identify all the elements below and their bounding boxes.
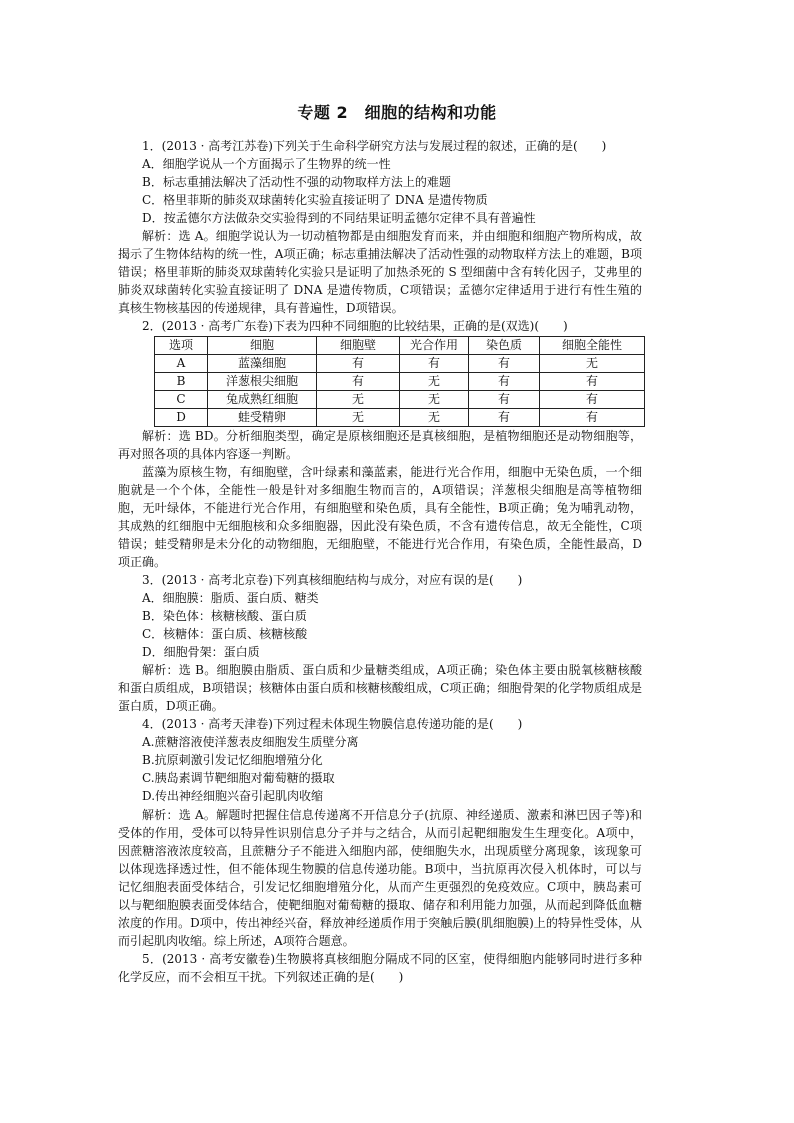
question-5-stem: 5．(2013 · 高考安徽卷)生物膜将真核细胞分隔成不同的区室，使得细胞内能够同时进行多种化学反应，而不会相互干扰。下列叙述正确的是( ) [118, 951, 642, 984]
question-1-option-c: C．格里菲斯的肺炎双球菌转化实验直接证明了 DNA 是遗传物质 [142, 193, 488, 208]
question-2-analysis-intro: 解析：选 BD。分析细胞类型，确定是原核细胞还是真核细胞，是植物细胞还是动物细胞等，再对照各项的具体内容逐一判断。 [118, 428, 642, 461]
table-cell: 兔成熟红细胞 [208, 390, 317, 408]
question-2-analysis-detail: 蓝藻为原核生物，有细胞壁，含叶绿素和藻蓝素，能进行光合作用，细胞中无染色质，一个细胞就是一个个体，全能性一般是针对多细胞生物而言的，A项错误；洋葱根尖细胞是高等植物细胞，无叶绿体，不能进行光合作用，有细胞壁和染色质，具有全能性，B项正确；兔为哺乳动物，其成熟的红细胞中无细胞核和众多细胞器，因此没有染色质，不含有遗传信息，故无全能性，C项错误；蛙受精卵是未分化的动物细胞，无细胞壁，不能进行光合作用，有染色质，全能性最高，D项正确。 [118, 464, 642, 569]
table-cell: D [155, 408, 208, 426]
table-header-cell: 选项 [155, 336, 208, 354]
question-3-analysis: 解析：选 B。细胞膜由脂质、蛋白质和少量糖类组成，A项正确；染色体主要由脱氧核糖核酸和蛋白质组成，B项错误；核糖体由蛋白质和核糖核酸组成，C项正确；细胞骨架的化学物质组成是蛋白质，D项正确。 [118, 663, 642, 714]
table-cell: 无 [400, 372, 469, 390]
question-4-analysis: 解析：选 A。解题时把握住信息传递离不开信息分子(抗原、神经递质、激素和淋巴因子等)和受体的作用，受体可以特异性识别信息分子并与之结合，从而引起靶细胞发生生理变化。A项中，因蔗糖溶液浓度较高，且蔗糖分子不能进入细胞内部，使细胞失水，出现质壁分离现象，该现象可以体现选择透过性，但不能体现生物膜的信息传递功能。B项中，当抗原再次侵入机体时，可以与记忆细胞表面受体结合，引发记忆细胞增殖分化，从而产生更强烈的免疫效应。C项中，胰岛素可以与靶细胞膜表面受体结合，使靶细胞对葡萄糖的摄取、储存和利用能力加强，从而起到降低血糖浓度的作用。D项中，传出神经兴奋，释放神经递质作用于突触后膜(肌细胞膜)上的特异性受体，从而引起肌肉收缩。综上所述，A项符合题意。 [118, 807, 642, 948]
question-4-option-d: D.传出神经细胞兴奋引起肌肉收缩 [142, 789, 324, 804]
table-cell: 有 [469, 408, 540, 426]
table-row [155, 354, 645, 372]
table-header-cell: 染色质 [469, 336, 540, 354]
question-3-stem: 3．(2013 · 高考北京卷)下列真核细胞结构与成分，对应有误的是( ) [142, 572, 523, 587]
table-cell: 无 [540, 354, 645, 372]
table-row [155, 372, 645, 390]
table-cell: A [155, 354, 208, 372]
question-4-option-c: C.胰岛素调节靶细胞对葡萄糖的摄取 [142, 771, 335, 786]
question-1-stem: 1．(2013 · 高考江苏卷)下列关于生命科学研究方法与发展过程的叙述，正确的是( ) [142, 139, 607, 153]
question-3-option-a: A．细胞膜：脂质、蛋白质、糖类 [142, 590, 319, 605]
table-cell: 有 [540, 372, 645, 390]
question-4-option-a: A.蔗糖溶液使洋葱表皮细胞发生质壁分离 [142, 735, 359, 750]
question-1-option-b: B．标志重捕法解决了活动性不强的动物取样方法上的难题 [142, 175, 451, 190]
table-cell: 有 [469, 390, 540, 408]
table-row [155, 408, 645, 426]
table-cell: 蓝藻细胞 [208, 354, 317, 372]
table-cell: 有 [469, 354, 540, 372]
question-3-option-d: D．细胞骨架：蛋白质 [142, 645, 260, 660]
table-cell: 有 [540, 390, 645, 408]
document-body [118, 137, 642, 986]
table-header-row [155, 336, 645, 354]
table-cell: 有 [317, 372, 400, 390]
table-cell: 洋葱根尖细胞 [208, 372, 317, 390]
table-cell: 无 [317, 408, 400, 426]
table-cell: 无 [317, 390, 400, 408]
question-4-stem: 4．(2013 · 高考天津卷)下列过程未体现生物膜信息传递功能的是( ) [142, 717, 523, 732]
table-cell: 无 [400, 408, 469, 426]
table-cell: 有 [317, 354, 400, 372]
table-cell: 有 [400, 354, 469, 372]
question-3-option-c: C．核糖体：蛋白质、核糖核酸 [142, 627, 308, 642]
page-title: 专题 2 细胞的结构和功能 [297, 103, 497, 122]
question-1-option-a: A．细胞学说从一个方面揭示了生物界的统一性 [142, 157, 391, 172]
question-2-stem: 2．(2013 · 高考广东卷)下表为四种不同细胞的比较结果，正确的是(双选)( ) [142, 319, 568, 334]
table-cell: 有 [469, 372, 540, 390]
table-header-cell: 细胞 [208, 336, 317, 354]
table-cell: 有 [540, 408, 645, 426]
question-1-analysis: 解析：选 A。细胞学说认为一切动植物都是由细胞发育而来，并由细胞和细胞产物所构成，故揭示了生物体结构的统一性，A项正确；标志重捕法解决了活动性强的动物取样方法上的难题，B项错误；格里菲斯的肺炎双球菌转化实验只是证明了加热杀死的 S 型细菌中含有转化因子，艾弗里的肺炎双球菌转化实验直接证明了 DNA 是遗传物质，C项错误；孟德尔定律适用于进行有性生殖的真核生物核基因的传递规律，具有普遍性，D项错误。 [118, 229, 642, 316]
table-header-cell: 细胞壁 [317, 336, 400, 354]
table-cell: B [155, 372, 208, 390]
table-cell: 蛙受精卵 [208, 408, 317, 426]
question-3-option-b: B．染色体：核糖核酸、蛋白质 [142, 608, 307, 623]
comparison-table [154, 336, 645, 427]
table-cell: C [155, 390, 208, 408]
table-header-cell: 细胞全能性 [540, 336, 645, 354]
question-1-option-d: D．按孟德尔方法做杂交实验得到的不同结果证明孟德尔定律不具有普遍性 [142, 211, 536, 226]
question-4-option-b: B.抗原刺激引发记忆细胞增殖分化 [142, 753, 323, 768]
table-header-cell: 光合作用 [400, 336, 469, 354]
table-cell: 无 [400, 390, 469, 408]
table-row [155, 390, 645, 408]
